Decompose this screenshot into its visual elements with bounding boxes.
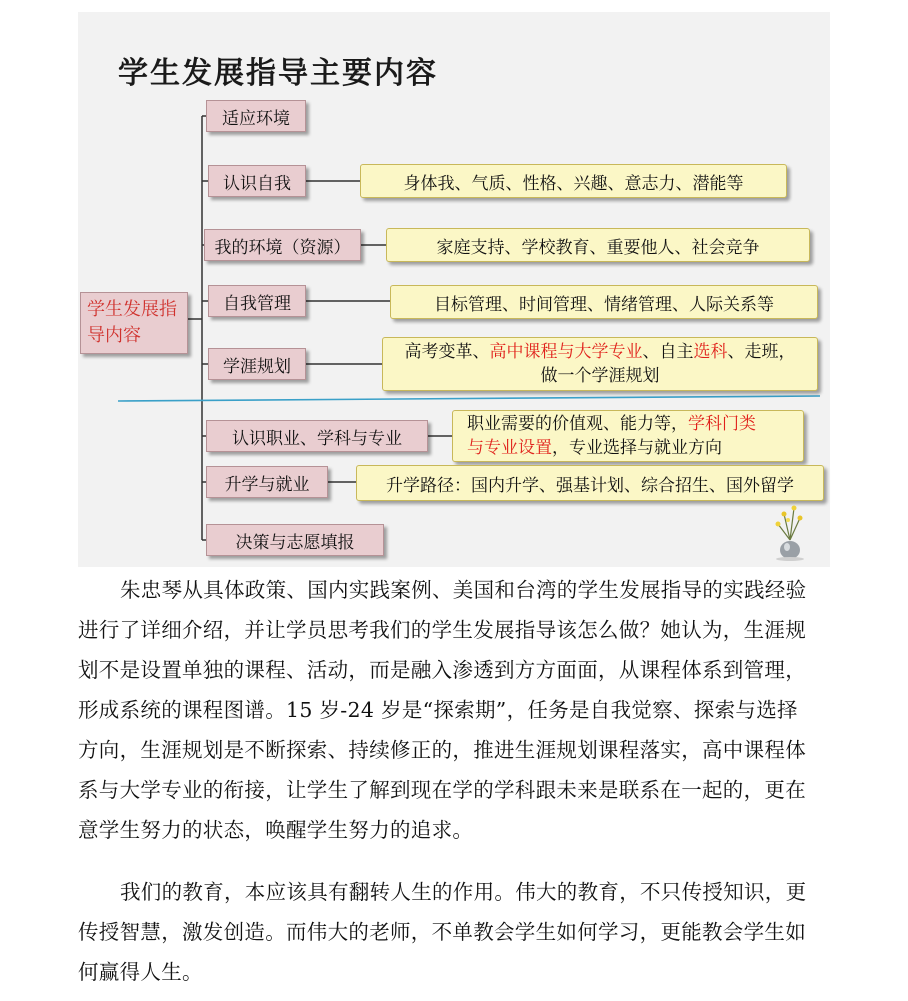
category-self: 认识自我	[208, 165, 306, 197]
category-decision: 决策与志愿填报	[206, 524, 384, 556]
paragraph-line: 进行了详细介绍，并让学员思考我们的学生发展指导该怎么做？她认为，生涯规	[78, 618, 806, 642]
detail-further: 升学路径：国内升学、强基计划、综合招生、国外留学	[356, 465, 824, 501]
paragraph-line: 划不是设置单独的课程、活动，而是融入渗透到方方面面，从课程体系到管理，	[78, 658, 806, 682]
paragraph-line: 何赢得人生。	[78, 960, 203, 984]
diagram-title: 学生发展指导主要内容	[118, 56, 438, 91]
detail-self: 身体我、气质、性格、兴趣、意志力、潜能等	[360, 164, 787, 198]
category-adapt: 适应环境	[206, 100, 306, 132]
paragraph-line: 传授智慧，激发创造。而伟大的老师，不单教会学生如何学习，更能教会学生如	[78, 920, 806, 944]
detail-planning-line1: 高考变革、高中课程与大学专业、自主选科、走班，	[404, 342, 796, 362]
detail-management: 目标管理、时间管理、情绪管理、人际关系等	[390, 285, 818, 319]
detail-planning-line2: 做一个学涯规划	[540, 366, 660, 386]
paragraph-line: 方向，生涯规划是不断探索、持续修正的，推进生涯规划课程落实，高中课程体	[78, 738, 806, 762]
detail-career	[452, 410, 804, 462]
category-further: 升学与就业	[206, 466, 328, 498]
detail-environment: 家庭支持、学校教育、重要他人、社会竞争	[386, 228, 810, 262]
root-node: 学生发展指导内容	[80, 292, 188, 354]
detail-planning	[382, 337, 818, 391]
paragraph-line: 意学生努力的状态，唤醒学生努力的追求。	[78, 818, 474, 842]
category-career: 认识职业、学科与专业	[206, 420, 428, 452]
flower-vase-icon	[764, 500, 816, 562]
detail-career-line2: 与专业设置，专业选择与就业方向	[467, 438, 722, 458]
content-diagram	[78, 12, 830, 567]
category-environment: 我的环境（资源）	[204, 229, 361, 261]
paragraph-1	[78, 570, 838, 850]
category-planning: 学涯规划	[208, 348, 306, 380]
paragraph-line: 朱忠琴从具体政策、国内实践案例、美国和台湾的学生发展指导的实践经验	[120, 578, 807, 602]
paragraph-line: 系与大学专业的衔接，让学生了解到现在学的学科跟未来是联系在一起的，更在	[78, 778, 806, 802]
paragraph-2	[78, 872, 838, 992]
paragraph-line: 形成系统的课程图谱。15 岁-24 岁是“探索期”，任务是自我觉察、探索与选择	[78, 698, 798, 722]
category-management: 自我管理	[208, 285, 306, 317]
paragraph-line: 我们的教育，本应该具有翻转人生的作用。伟大的教育，不只传授知识，更	[120, 880, 807, 904]
detail-career-line1: 职业需要的价值观、能力等，学科门类	[467, 414, 756, 434]
